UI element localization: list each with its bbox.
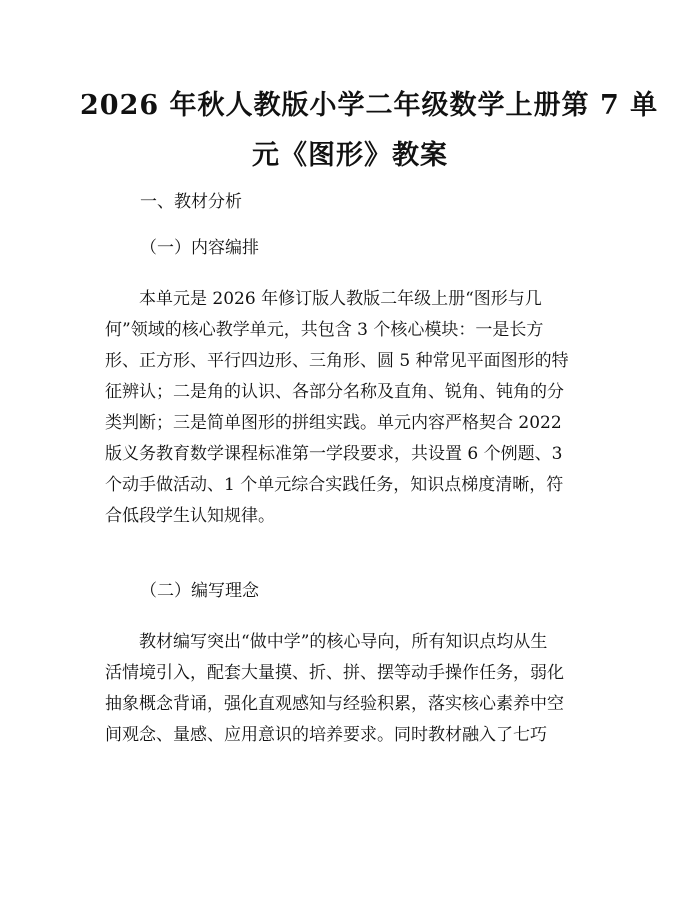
subsection-heading-writing-concept: （二）编写理念 [140,581,259,601]
paragraph-line: 抽象概念背诵，强化直观感知与经验积累，落实核心素养中空 [105,694,564,714]
paragraph-line: 类判断；三是简单图形的拼组实践。单元内容严格契合 2022 [105,413,562,433]
paragraph-line: 教材编写突出“做中学”的核心导向，所有知识点均从生 [139,632,548,652]
paragraph-line: 形、正方形、平行四边形、三角形、圆 5 种常见平面图形的特 [105,351,569,371]
paragraph-line: 间观念、量感、应用意识的培养要求。同时教材融入了七巧 [105,725,547,745]
section-heading-textbook-analysis: 一、教材分析 [140,192,242,212]
paragraph-line: 何”领域的核心教学单元，共包含 3 个核心模块：一是长方 [105,320,544,340]
paragraph-line: 本单元是 2026 年修订版人教版二年级上册“图形与几 [139,289,542,309]
paragraph-line: 合低段学生认知规律。 [105,506,275,526]
paragraph-line: 活情境引入，配套大量摸、折、拼、摆等动手操作任务，弱化 [105,663,564,683]
subsection-heading-content-arrangement: （一）内容编排 [140,238,259,258]
document-title-line-2: 元《图形》教案 [252,140,448,171]
paragraph-line: 个动手做活动、1 个单元综合实践任务，知识点梯度清晰，符 [105,475,564,495]
paragraph-line: 征辨认；二是角的认识、各部分名称及直角、锐角、钝角的分 [105,382,564,402]
paragraph-line: 版义务教育数学课程标准第一学段要求，共设置 6 个例题、3 [105,444,563,464]
paragraph-writing-concept [105,627,605,751]
document-title-line-1: 2026 年秋人教版小学二年级数学上册第 7 单 [80,90,659,121]
paragraph-content-arrangement [105,284,605,532]
